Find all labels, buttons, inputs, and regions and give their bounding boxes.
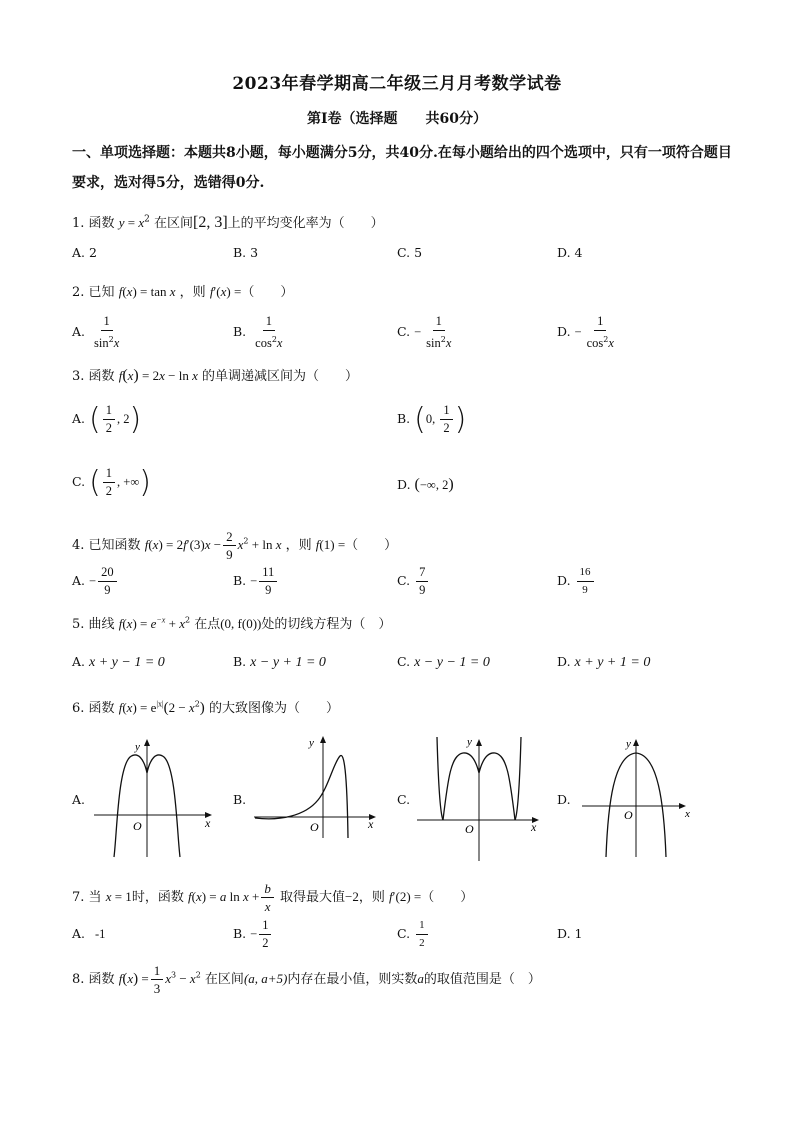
q5-a-letter: A. [72,654,86,669]
q2-option-d[interactable]: D. − $\frac{1}{\cos^2x}$ [557,314,614,351]
q3-d-letter: D. [397,477,411,492]
q6-text-b: 的大致图像为（ ） [208,701,339,716]
q2-option-c[interactable]: C. − $\frac{1}{\sin^2x}$ [397,314,452,351]
q5-a-eq: x + y − 1 = 0 [89,655,165,670]
q2-d-letter: D. [557,324,571,340]
q4-a-letter: A. [72,573,86,588]
q2-c-letter: C. [397,324,411,340]
q4-c-num: 7 [416,564,428,582]
q4-text-c: （ ） [345,538,398,553]
q6d-x-label: x [685,808,690,820]
q1-text-b: 在区间 [153,216,193,231]
q6c-y-label: y [467,736,472,748]
section-subtitle: 第Ⅰ卷（选择题 共60分） [306,111,488,127]
q5-b-letter: B. [233,654,247,669]
q6-graph-a[interactable] [90,733,220,859]
q5-option-b[interactable] [233,654,326,671]
q4-c-den: 9 [419,583,426,597]
q5-b-eq: x − y + 1 = 0 [250,655,326,670]
q6-graph-d[interactable] [578,733,698,859]
q2-c-num: 1 [433,313,445,331]
section-instructions: 一、单项选择题：本题共8小题，每小题满分5分，共40分.在每小题给出的四个选项中，只有一项符合题目要求，选对得5分，选错得0分. [72,145,732,191]
q3-a-letter: A. [72,411,86,426]
q4-d-letter: D. [557,573,571,588]
q7-option-b[interactable]: B. − $\frac{1}{2}$ [233,917,273,952]
q7-text-d: ，则 [358,890,385,905]
q3-text-b: 的单调递减区间为（ ） [202,369,359,384]
q6-option-b-label[interactable]: B. [233,792,247,807]
q6c-origin-label: O [465,822,474,836]
q6-text-a: 6. 函数 [72,701,115,716]
q8-interval: (a, a+5) [243,971,288,986]
q1-option-b[interactable]: B. 3 [233,245,259,260]
question-2-stem: 2. 已知 f(x) = tan x ，则 f′(x) =（ ） [72,284,294,300]
q6d-y-label: y [626,738,631,750]
q5-option-a[interactable] [72,654,165,671]
q2-b-num: 1 [263,313,275,331]
q7-text-b: 时，函数 [131,890,184,905]
q1-y: y [118,215,125,230]
q3-option-b[interactable]: B. (0, $\frac{1}{2}$ ) [397,402,467,437]
q5-text-c: 处的切线方程为（ ） [261,617,392,632]
q6c-x-label: x [531,820,537,834]
q1-text-a: 1. 函数 [72,216,115,231]
q4-b-num: 11 [259,564,277,582]
q6-graph-c[interactable] [413,733,548,863]
q6a-x-label: x [205,816,211,830]
q8-a: a [417,971,424,986]
q6b-y-label: y [309,737,314,749]
q2-a-num: 1 [101,313,113,331]
q4-option-d[interactable] [557,564,596,599]
question-1-stem: 1. 函数 $y = x^2$ 在区间[2, 3]上的平均变化率为（ ） [72,214,384,231]
q6b-origin-label: O [310,820,319,834]
q1-option-c[interactable]: C. 5 [397,245,423,260]
q4-option-c[interactable] [397,564,430,599]
q6-graph-b[interactable] [250,730,385,840]
q4-d-den: 9 [582,584,588,596]
q4-option-a[interactable]: A. − $\frac{20}{9}$ [72,564,119,599]
q3-option-c[interactable]: C. ( $\frac{1}{2}$ , +∞) [72,465,151,500]
q7-b-letter: B. [233,926,247,941]
q6-option-c-label[interactable]: C. [397,792,411,807]
question-5-stem: 5. 曲线 $f(x) = e^{-x} + x^2$ 在点(0, f(0))处的切线方程为（ ） [72,615,392,632]
q6a-origin-label: O [133,819,142,833]
question-3-stem: 3. 函数 f(x) = 2x − ln x 的单调递减区间为（ ） [72,367,359,384]
q4-option-b[interactable]: B. − $\frac{11}{9}$ [233,564,279,599]
exam-title: 2023年春学期高二年级三月月考数学试卷 [232,74,562,94]
q1-option-d[interactable]: D. 4 [557,245,583,260]
q4-a-num: 20 [98,564,117,582]
question-4-stem: 4. 已知函数 f(x) = 2f′(3)x − $\frac{2}{9}$ $x^2 + \ln x$ ，则 f(1) =（ ） [72,529,398,562]
q6a-y-label: y [135,741,140,753]
q7-option-d[interactable]: D. 1 [557,926,583,941]
q7-c-letter: C. [397,926,411,941]
q7-text-a: 7. 当 [72,890,102,905]
q3-text-a: 3. 函数 [72,369,115,384]
q5-option-d[interactable] [557,654,650,671]
q5-d-letter: D. [557,654,571,669]
q5-text-b: 在点 [194,617,221,632]
q6d-origin-label: O [624,808,633,822]
q5-c-letter: C. [397,654,411,669]
q6b-x-label: x [368,817,374,831]
q2-option-a[interactable]: A. $\frac{1}{\sin^2x}$ [72,314,120,351]
q1-text-c: 上的平均变化率为（ ） [227,216,384,231]
q2-a-letter: A. [72,324,86,340]
q1-option-a[interactable]: A. 2 [72,245,97,260]
q8-text-d: 的取值范围是（ ） [423,972,541,987]
q1-interval: [2, 3] [192,214,228,231]
q7-text-c: 取得最大值 [280,890,346,905]
question-7-stem: 7. 当 x = 1时，函数 f(x) = a ln x + $\frac{b}{x}$ 取得最大值−2，则 f′(2) =（ ） [72,881,474,914]
q7-a-letter: A. [72,926,86,941]
q5-option-c[interactable] [397,654,490,671]
q3-option-a[interactable]: A. ( $\frac{1}{2}$ , 2) [72,402,142,437]
q8-text-a: 8. 函数 [72,972,115,987]
q2-d-num: 1 [594,313,606,331]
q8-text-c: 内存在最小值，则实数 [287,972,418,987]
q5-c-eq: x − y − 1 = 0 [414,655,490,670]
q1-x: x [138,215,145,230]
q4-c-letter: C. [397,573,411,588]
q8-text-b: 在区间 [204,972,244,987]
q6-option-d-label[interactable]: D. [557,792,571,807]
q4-text-a: 4. 已知函数 [72,538,141,553]
q2-option-b[interactable]: B. $\frac{1}{\cos^2x}$ [233,314,283,351]
q7-option-c[interactable]: C. $\frac{1}{2}$ [397,917,430,952]
question-8-stem: 8. 函数 f(x) = $\frac{1}{3}$ $x^3 - x^2$ 在区间(a, a+5)内存在最小值，则实数a的取值范围是（ ） [72,963,541,996]
q2-b-letter: B. [233,324,247,340]
q5-d-eq: x + y + 1 = 0 [574,655,651,670]
q4-d-num: 16 [577,564,594,582]
q2-text-b: ，则 [179,285,206,300]
q5-text-a: 5. 曲线 [72,617,115,632]
q3-c-letter: C. [72,474,86,489]
q4-b-letter: B. [233,573,247,588]
q3-option-d[interactable]: D. (−∞, 2) [397,476,454,493]
q3-b-letter: B. [397,411,411,426]
q7-option-a[interactable] [72,926,105,942]
question-6-stem: 6. 函数 $f(x) = e^{|x|}(2 - x^2)$ 的大致图像为（ ） [72,699,339,716]
q7-text-e: （ ） [421,890,474,905]
q2-text-a: 2. 已知 [72,285,115,300]
q7-a-value: -1 [95,927,106,941]
q5-point: (0, f(0)) [220,616,262,631]
q4-text-b: ，则 [285,538,312,553]
q6-option-a-label[interactable]: A. [72,792,86,807]
q1-sq: 2 [144,214,150,225]
q4-b-den: 9 [265,583,272,597]
q4-a-den: 9 [104,583,111,597]
q2-text-c: （ ） [241,285,294,300]
